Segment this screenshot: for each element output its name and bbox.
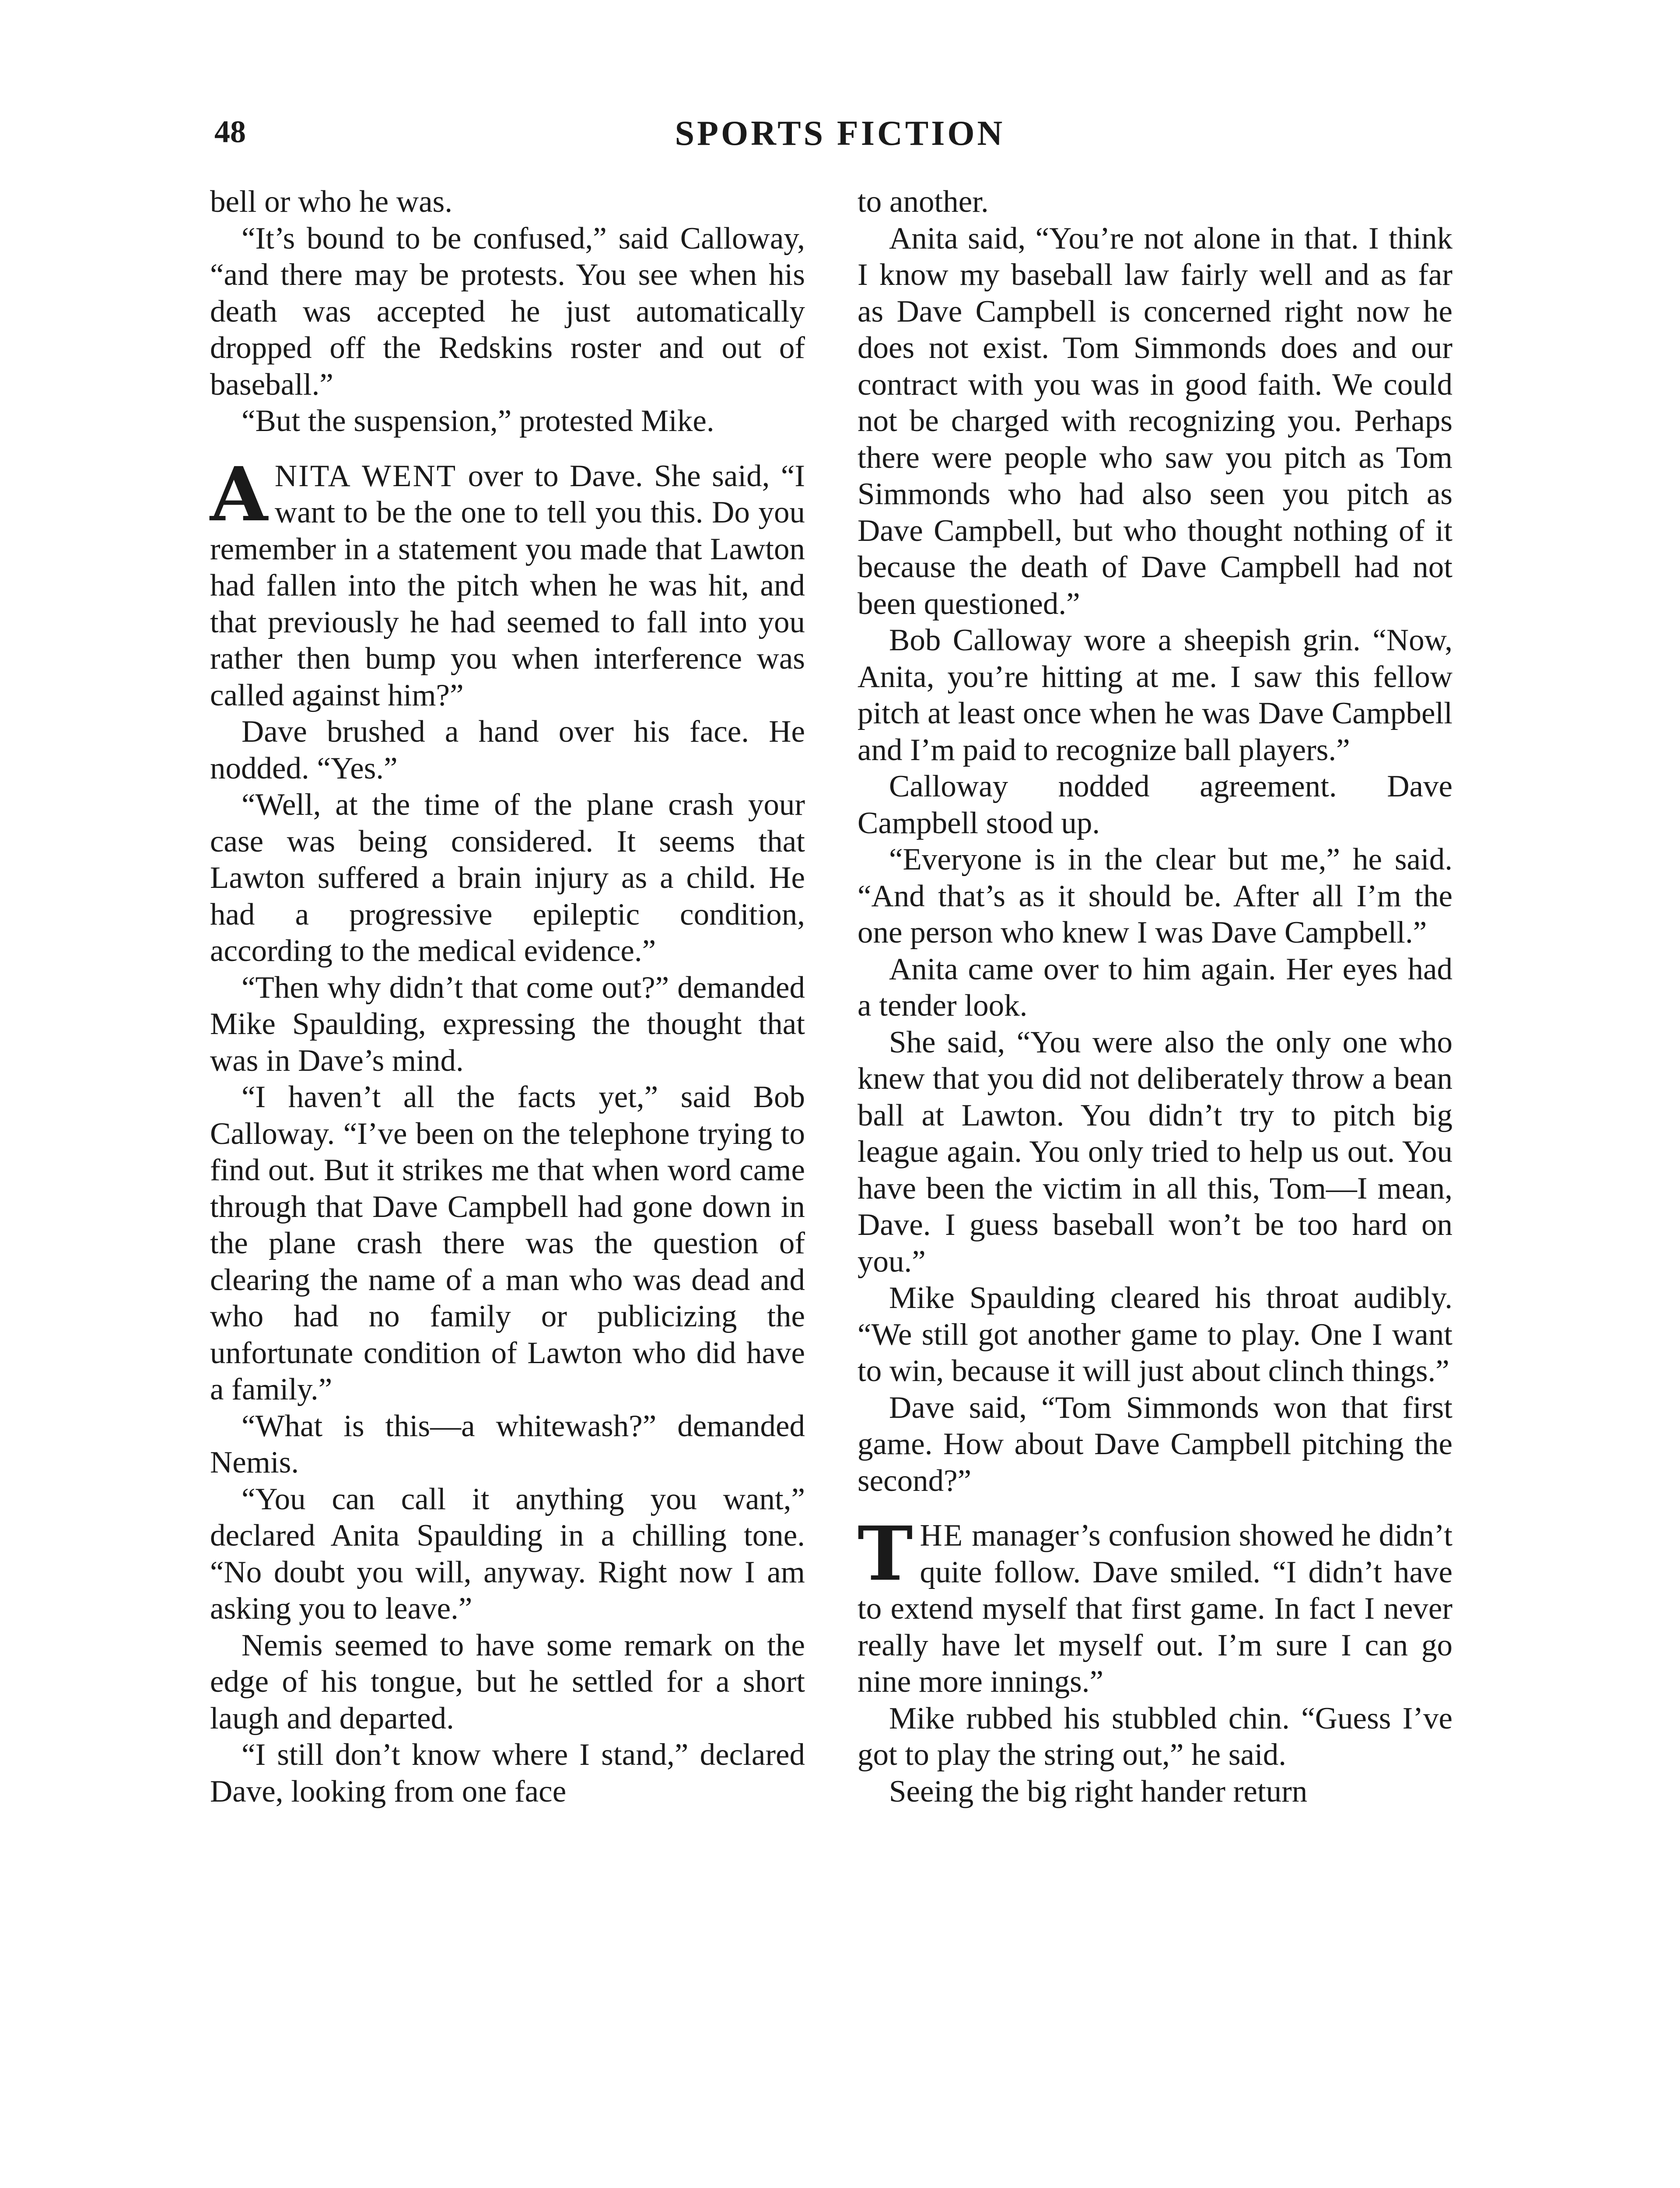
- section-lead: NITA WENT: [274, 459, 457, 493]
- drop-cap: T: [858, 1510, 913, 1598]
- paragraph: “What is this—a whitewash?” demanded Nemis.: [210, 1409, 805, 1480]
- right-column: [858, 184, 1452, 1810]
- paragraph: Mike rubbed his stubbled chin. “Guess I’ve got to play the string out,” he said.: [858, 1701, 1452, 1772]
- running-title: SPORTS FICTION: [675, 114, 1005, 153]
- paragraph: bell or who he was.: [210, 185, 453, 219]
- section-lead: HE: [920, 1518, 964, 1553]
- paragraph: “I haven’t all the facts yet,” said Bob Calloway. “I’ve been on the telephone trying to find out. But it strikes me that when word came through that Dave Campbell had gone down in the plane crash there was the question of clearing the name of a man who was dead and who had no family or publicizing the unfortunate condition of Lawton who did have a family.”: [210, 1080, 805, 1406]
- paragraph: “Well, at the time of the plane crash your case was being considered. It seems that Lawton suffered a brain injury as a child. He had a progressive epileptic condition, according to the medical evidence.”: [210, 788, 805, 968]
- paragraph: “Everyone is in the clear but me,” he said. “And that’s as it should be. After all I’m the one person who knew I was Dave Campbell.”: [858, 842, 1452, 950]
- section-text: manager’s confusion showed he didn’t quite follow. Dave smiled. “I didn’t have to extend myself that first game. In fact I never really have let myself out. I’m sure I can go nine more innings.”: [858, 1518, 1452, 1699]
- paragraph: Bob Calloway wore a sheepish grin. “Now, Anita, you’re hitting at me. I saw this fellow pitch at least once when he was Dave Campbell and I’m paid to recognize ball players.”: [858, 623, 1452, 767]
- page-number: 48: [214, 114, 246, 149]
- page-header: [210, 109, 1470, 166]
- paragraph: to another.: [858, 185, 989, 219]
- paragraph: Anita came over to him again. Her eyes had a tender look.: [858, 952, 1452, 1023]
- paragraph: She said, “You were also the only one who knew that you did not deliberately throw a bean ball at Lawton. You didn’t try to pitch big league again. You only tried to help us out. You have been the victim in all this, Tom—I mean, Dave. I guess baseball won’t be too hard on you.”: [858, 1025, 1452, 1279]
- paragraph: Dave said, “Tom Simmonds won that first game. How about Dave Campbell pitching the second?”: [858, 1390, 1452, 1498]
- paragraph: Calloway nodded agreement. Dave Campbell stood up.: [858, 769, 1452, 840]
- paragraph: Mike Spaulding cleared his throat audibly. “We still got another game to play. One I want to win, because it will just about clinch things.”: [858, 1281, 1452, 1388]
- paragraph: Nemis seemed to have some remark on the edge of his tongue, but he settled for a short laugh and departed.: [210, 1628, 805, 1736]
- paragraph: “Then why didn’t that come out?” demanded Mike Spaulding, expressing the thought that was in Dave’s mind.: [210, 970, 805, 1078]
- paragraph: “It’s bound to be confused,” said Calloway, “and there may be protests. You see when his death was accepted he just automatically dropped off the Redskins roster and out of baseball.”: [210, 221, 805, 402]
- section-paragraph: [858, 1510, 1452, 1701]
- left-column: [210, 184, 805, 1810]
- paragraph: “You can call it anything you want,” declared Anita Spaulding in a chilling tone. “No doubt you will, anyway. Right now I am asking you to leave.”: [210, 1482, 805, 1626]
- paragraph: “But the suspension,” protested Mike.: [242, 404, 714, 438]
- paragraph: Dave brushed a hand over his face. He nodded. “Yes.”: [210, 715, 805, 785]
- section-paragraph: [210, 450, 805, 714]
- section-text: over to Dave. She said, “I want to be the one to tell you this. Do you remember in a statement you made that Lawton had fallen into the pitch when he was hit, and that previously he had seemed to fall into you rather then bump you when interference was called against him?”: [210, 459, 805, 712]
- paragraph: Seeing the big right hander return: [889, 1774, 1308, 1809]
- paragraph: Anita said, “You’re not alone in that. I think I know my baseball law fairly well and as far as Dave Campbell is concerned right now he does not exist. Tom Simmonds does and our contract with you was in good faith. We could not be charged with recognizing you. Perhaps there were people who saw you pitch as Tom Simmonds who had also seen you pitch as Dave Campbell, but who thought nothing of it because the death of Dave Campbell had not been questioned.”: [858, 221, 1452, 621]
- drop-cap: A: [210, 450, 268, 538]
- paragraph: “I still don’t know where I stand,” declared Dave, looking from one face: [210, 1738, 805, 1809]
